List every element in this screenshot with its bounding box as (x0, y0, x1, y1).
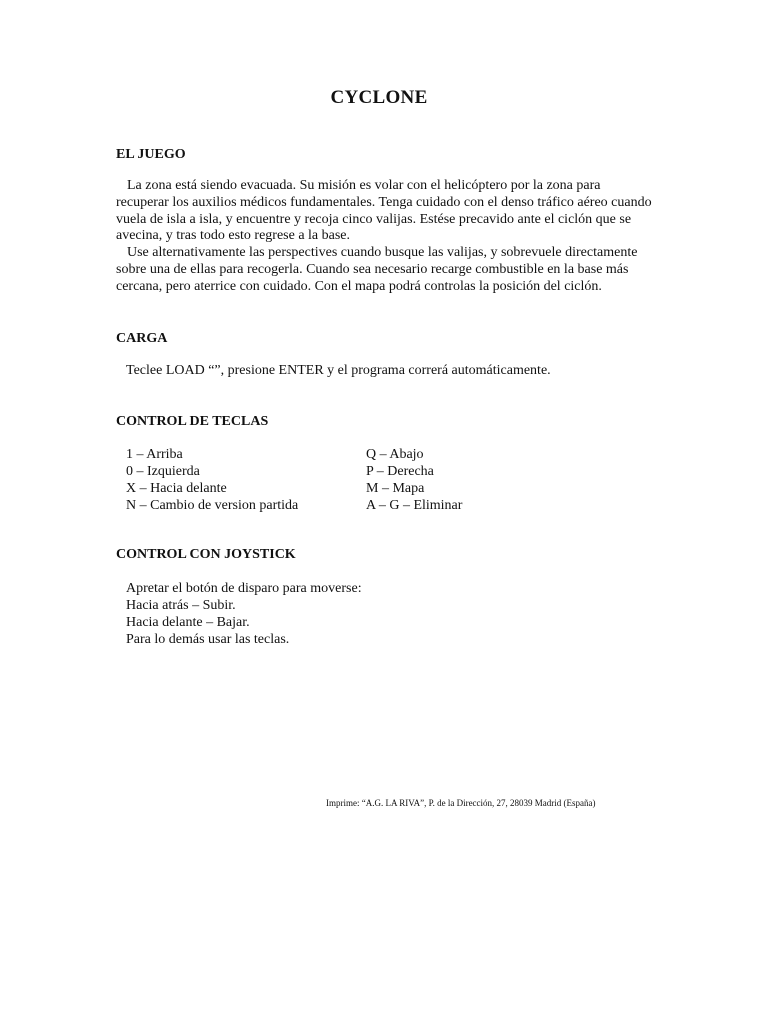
joystick-line: Apretar el botón de disparo para moverse: (126, 581, 362, 596)
key-right: A – G – Eliminar (366, 498, 463, 513)
key-left: X – Hacia delante (126, 481, 227, 496)
page-title: CYCLONE (330, 87, 428, 108)
key-row (126, 446, 546, 463)
joystick-instructions (126, 580, 362, 648)
key-row (126, 497, 546, 514)
section-body-el-juego (116, 178, 656, 296)
key-right: Q – Abajo (366, 447, 424, 462)
key-controls-table (126, 446, 546, 514)
key-row (126, 480, 546, 497)
section-heading-control-de-teclas: CONTROL DE TECLAS (116, 414, 269, 429)
section-heading-control-con-joystick: CONTROL CON JOYSTICK (116, 547, 296, 562)
paragraph: Use alternativamente las perspectives cuando busque las valijas, y sobrevuele directamente sobre una de ellas para recogerla. Cuando sea necesario recarge combustible en la base más cercana, pero aterrice con cuidado. Con el mapa podrá controlas la posición del ciclón. (116, 245, 638, 294)
key-right: M – Mapa (366, 481, 425, 496)
section-body-carga: Teclee LOAD “”, presione ENTER y el programa correrá automáticamente. (126, 363, 551, 378)
key-left: N – Cambio de version partida (126, 498, 299, 513)
joystick-line: Hacia atrás – Subir. (126, 598, 236, 613)
key-row (126, 463, 546, 480)
printer-footer: Imprime: “A.G. LA RIVA”, P. de la Dirección, 27, 28039 Madrid (España) (326, 798, 596, 808)
key-left: 1 – Arriba (126, 447, 183, 462)
joystick-line: Hacia delante – Bajar. (126, 615, 250, 630)
paragraph: La zona está siendo evacuada. Su misión es volar con el helicóptero por la zona para recuperar los auxilios médicos fundamentales. Tenga cuidado con el denso tráfico aéreo cuando vuela de isla a isla, y encuentre y recoja cinco valijas. Estése precavido ante el ciclón que se avecina, y tras todo esto regrese a la base. (116, 178, 652, 244)
key-left: 0 – Izquierda (126, 464, 200, 479)
section-heading-carga: CARGA (116, 331, 168, 346)
section-heading-el-juego: EL JUEGO (116, 147, 186, 162)
joystick-line: Para lo demás usar las teclas. (126, 632, 290, 647)
key-right: P – Derecha (366, 464, 434, 479)
